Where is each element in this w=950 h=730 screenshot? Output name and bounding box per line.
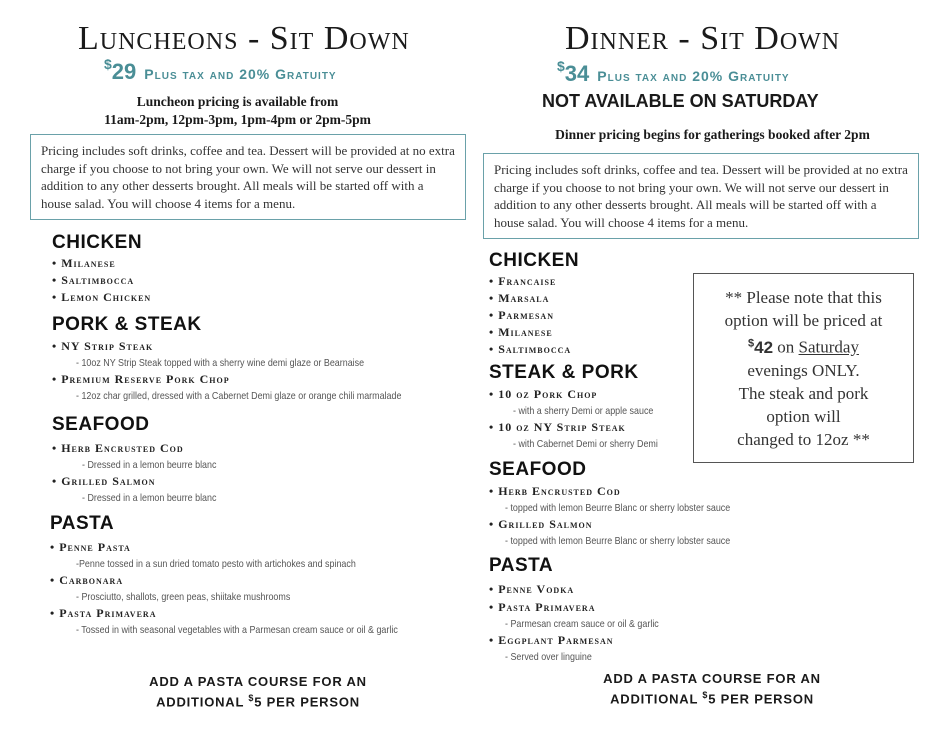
menu-item-desc: - with a sherry Demi or apple sauce	[513, 405, 654, 417]
dinner-section-seafood	[489, 459, 770, 547]
section-title: SEAFOOD	[52, 414, 150, 435]
menu-item-desc: - 10oz NY Strip Steak topped with a sherry wine demi glaze or Bearnaise	[76, 357, 365, 369]
luncheon-section-pasta	[50, 513, 455, 636]
section-title: CHICKEN	[489, 250, 580, 271]
dinner-price-symbol: $	[557, 58, 565, 74]
menu-item: • Grilled Salmon	[489, 517, 593, 531]
menu-item: • Lemon Chicken	[52, 290, 152, 304]
menu-item: • Milanese	[489, 325, 553, 339]
dinner-title: Dinner - Sit Down	[565, 20, 841, 57]
menu-item-desc: -Penne tossed in a sun dried tomato pesto with artichokes and spinach	[76, 558, 356, 570]
menu-item: • Penne Vodka	[489, 582, 575, 596]
menu-item: • 10 oz NY Strip Steak	[489, 420, 626, 434]
menu-item: • Herb Encrusted Cod	[489, 484, 621, 498]
dinner-section-steak-pork	[489, 362, 683, 450]
menu-item-desc: - Parmesan cream sauce or oil & garlic	[505, 618, 659, 630]
menu-item: • Milanese	[52, 256, 116, 270]
luncheon-price-amount: 29	[111, 59, 137, 84]
luncheon-price-symbol: $	[104, 56, 112, 72]
menu-item-desc: - topped with lemon Beurre Blanc or sherry lobster sauce	[505, 535, 731, 547]
menu-item: • Marsala	[489, 291, 550, 305]
menu-item: • Herb Encrusted Cod	[52, 441, 184, 455]
menu-item: • 10 oz Pork Chop	[489, 387, 598, 401]
luncheon-availability-1: Luncheon pricing is available from	[136, 94, 339, 109]
saturday-pricing-note: ** Please note that this option will be priced at $42 on Saturday evenings ONLY. The steak and pork option will changed to 12oz **	[693, 273, 914, 463]
menu-item: • Pasta Primavera	[50, 606, 157, 620]
menu-item: • Pasta Primavera	[489, 600, 596, 614]
section-title: STEAK & PORK	[489, 362, 639, 383]
menu-item-desc: - 12oz char grilled, dressed with a Cabernet Demi glaze or orange chili marmalade	[76, 390, 402, 402]
menu-item: • Penne Pasta	[50, 540, 131, 554]
menu-item-desc: - topped with lemon Beurre Blanc or sherry lobster sauce	[505, 502, 731, 514]
menu-item: • Francaise	[489, 274, 557, 288]
luncheon-section-seafood	[52, 414, 240, 504]
luncheon-price-note: Plus tax and 20% Gratuity	[144, 66, 337, 82]
menu-item: • Carbonara	[50, 573, 124, 587]
menu-item-desc: - with Cabernet Demi or sherry Demi	[513, 438, 658, 450]
dinner-price-note: Plus tax and 20% Gratuity	[597, 68, 790, 84]
luncheon-price	[104, 56, 337, 85]
menu-item-desc: - Dressed in a lemon beurre blanc	[82, 459, 217, 471]
menu-item: • Parmesan	[489, 308, 554, 322]
menu-item-desc: - Served over linguine	[505, 651, 592, 663]
section-title: PORK & STEAK	[52, 314, 202, 335]
dinner-price-amount: 34	[564, 61, 590, 86]
dinner-section-pasta	[489, 555, 686, 663]
menu-item: • Saltimbocca	[52, 273, 135, 287]
menu-item-desc: - Dressed in a lemon beurre blanc	[82, 492, 217, 504]
section-title: CHICKEN	[52, 232, 143, 253]
menu-item: • Grilled Salmon	[52, 474, 156, 488]
section-title: SEAFOOD	[489, 459, 587, 480]
luncheon-section-pork-steak	[52, 314, 459, 402]
dinner-add-pasta-course: ADD A PASTA COURSE FOR AN ADDITIONAL $5 PER PERSON	[603, 671, 821, 707]
menu-item-desc: - Tossed in with seasonal vegetables with a Parmesan cream sauce or oil & garlic	[76, 624, 398, 636]
luncheon-section-chicken	[52, 232, 151, 305]
dinner-not-available: NOT AVAILABLE ON SATURDAY	[542, 91, 819, 111]
luncheon-add-pasta-course: ADD A PASTA COURSE FOR AN ADDITIONAL $5 PER PERSON	[149, 674, 367, 710]
menu-item: • Eggplant Parmesan	[489, 633, 614, 647]
dinner-price	[557, 58, 790, 87]
dinner-section-chicken	[489, 250, 579, 357]
luncheon-info-box: Pricing includes soft drinks, coffee and tea. Dessert will be provided at no extra charge if you choose to not bring your own. We will not serve our dessert in addition to any other desserts brought. All meals will be started off with a house salad. You will choose 4 items for a menu.	[30, 134, 466, 220]
menu-item-desc: - Prosciutto, shallots, green peas, shiitake mushrooms	[76, 591, 291, 603]
dinner-info-box: Pricing includes soft drinks, coffee and tea. Dessert will be provided at no extra charge if you choose to not bring your own. We will not serve our dessert in addition to any other desserts brought. All meals will be started off with a house salad. You will choose 4 items for a menu.	[483, 153, 919, 239]
section-title: PASTA	[489, 555, 554, 576]
menu-item: • Premium Reserve Pork Chop	[52, 372, 230, 386]
luncheon-availability-2: 11am-2pm, 12pm-3pm, 1pm-4pm or 2pm-5pm	[104, 112, 371, 127]
menu-item: • Saltimbocca	[489, 342, 572, 356]
dinner-availability: Dinner pricing begins for gatherings booked after 2pm	[555, 127, 870, 142]
luncheon-title: Luncheons - Sit Down	[78, 20, 410, 57]
menu-item: • NY Strip Steak	[52, 339, 154, 353]
section-title: PASTA	[50, 513, 115, 534]
